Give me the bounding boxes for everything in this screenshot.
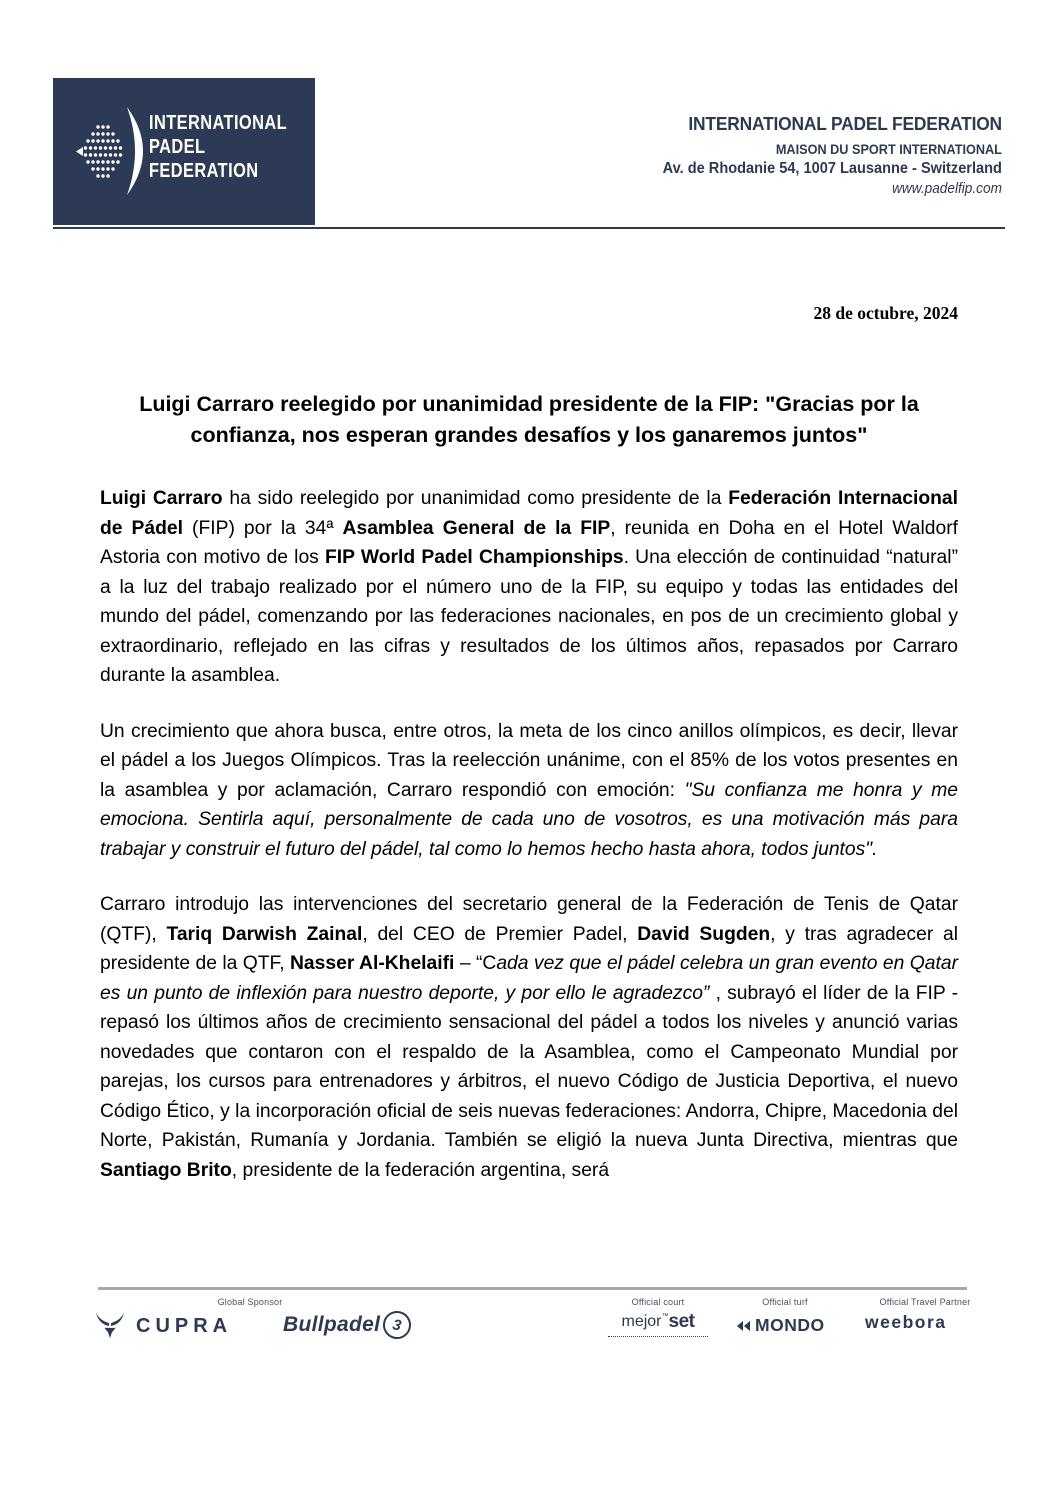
text-segment: , del CEO de Premier Padel, (362, 923, 638, 945)
paragraph-2 (100, 717, 958, 865)
text-segment: Federación Internacional de Pádel (100, 488, 958, 539)
text-segment: Nasser Al-Khelaifi (290, 953, 455, 974)
header-divider (53, 227, 1005, 229)
fip-logo-box (53, 78, 315, 225)
text-segment: Asamblea General de la FIP (342, 517, 611, 539)
text-segment: (FIP) por la 34ª (183, 517, 343, 539)
cupra-bull-icon (95, 1312, 125, 1340)
text-segment: Santiago Brito (100, 1159, 232, 1181)
official-travel-partner-label: Official Travel Partner (879, 1297, 971, 1307)
bullpadel-logo (283, 1311, 411, 1339)
fip-logo-wordmark (149, 111, 287, 183)
mondo-wordmark: MONDO (755, 1315, 825, 1335)
official-turf-label: Official turf (762, 1297, 808, 1307)
org-name: INTERNATIONAL PADEL FEDERATION (688, 113, 1002, 134)
text-segment: , subrayó el líder de la FIP - repasó los últimos años de crecimiento sensacional del pádel a todos los niveles y anunció varias novedades que contaron con el respaldo de la Asamblea, como el Campeonato Mundial por parejas, los cursos para entrenadores y árbitros, el nuevo Código de Justicia Deportiva, el nuevo Código Ético, y la incorporación oficial de seis nuevas federaciones: Andorra, Chipre, Macedonia del Norte, Pakistán, Rumanía y Jordania. También se eligió la nueva Junta Directiva, mientras que (100, 982, 958, 1151)
text-segment: David Sugden (637, 923, 771, 945)
footer-divider (98, 1287, 967, 1290)
text-segment: . Una elección de continuidad “natural” a la luz del trabajo realizado por el número uno de la FIP, su equipo y todas las entidades del mundo del pádel, comenzando por las federaciones nacionales, en pos de un crecimiento global y extraordinario, reflejado en las cifras y resultados de los últimos años, repasados por Carraro durante la asamblea. (100, 547, 958, 686)
mejorset-wordmark-regular: mejor (621, 1313, 662, 1330)
text-segment: ha sido reelegido por unanimidad como presidente de la (222, 488, 729, 509)
mondo-arrows-icon (737, 1319, 752, 1333)
padel-racket-icon (75, 105, 151, 197)
text-segment: "Su confianza me honra y me emociona. Sentirla aquí, personalmente de cada uno de vosotros, es una motivación más para trabajar y construir el futuro del pádel, tal como lo hemos hecho hasta ahora, todos juntos". (100, 779, 958, 860)
text-segment: , reunida en Doha en el Hotel Waldorf Astoria con motivo de los (100, 517, 958, 568)
global-sponsor-label: Global Sponsor (217, 1297, 283, 1307)
trademark-symbol: ™ (661, 1312, 669, 1320)
letterhead-contact-block (663, 113, 1002, 197)
text-segment: – “C (454, 953, 497, 974)
mejorset-logo (608, 1311, 708, 1337)
paragraph-3 (100, 890, 958, 1185)
mejorset-wordmark-bold: set (668, 1311, 695, 1332)
weebora-logo (865, 1312, 947, 1333)
weebora-wordmark: weebora (865, 1312, 947, 1332)
text-segment: Luigi Carraro (100, 488, 223, 509)
text-segment: , presidente de la federación argentina, será (231, 1159, 610, 1181)
fip-logo-line: FEDERATION (149, 160, 259, 182)
address-line-1: MAISON DU SPORT INTERNATIONAL (775, 142, 1002, 157)
document-title: Luigi Carraro reelegido por unanimidad presidente de la FIP: "Gracias por la confianza, nos esperan grandes desafíos y los ganaremos juntos" (139, 392, 919, 447)
address-line-2: Av. de Rhodanie 54, 1007 Lausanne - Switzerland (662, 160, 1002, 177)
fip-logo-line: PADEL (149, 136, 206, 158)
text-segment: FIP World Padel Championships (325, 547, 624, 568)
text-segment: Tariq Darwish Zainal (166, 923, 363, 945)
bullpadel-wordmark: Bullpadel (283, 1313, 381, 1336)
cupra-logo (95, 1312, 232, 1340)
fip-logo-line: INTERNATIONAL (149, 112, 288, 134)
website-link[interactable]: www.padelfip.com (892, 181, 1002, 197)
text-segment: , y tras agradecer al presidente de la QTF, (100, 923, 959, 974)
cupra-wordmark: CUPRA (136, 1314, 233, 1337)
text-segment: Carraro introdujo las intervenciones del secretario general de la Federación de Tenis de Qatar (QTF), (100, 894, 958, 945)
paragraph-1 (100, 484, 958, 691)
date-line: 28 de octubre, 2024 (813, 303, 958, 323)
text-segment: ada vez que el pádel celebra un gran evento en Qatar es un punto de inflexión para nuestro deporte, y por ello le agradezco” (100, 953, 958, 1004)
text-segment: Un crecimiento que ahora busca, entre otros, la meta de los cinco anillos olímpicos, es decir, llevar el pádel a los Juegos Olímpicos. Tras la reelección unánime, con el 85% de los votos presentes en la asamblea y por aclamación, Carraro respondió con emoción: (100, 720, 958, 801)
bullpadel-badge-icon: 3 (381, 1308, 414, 1341)
mondo-logo (737, 1315, 825, 1336)
official-court-label: Official court (631, 1297, 685, 1307)
document-body (100, 484, 958, 1211)
